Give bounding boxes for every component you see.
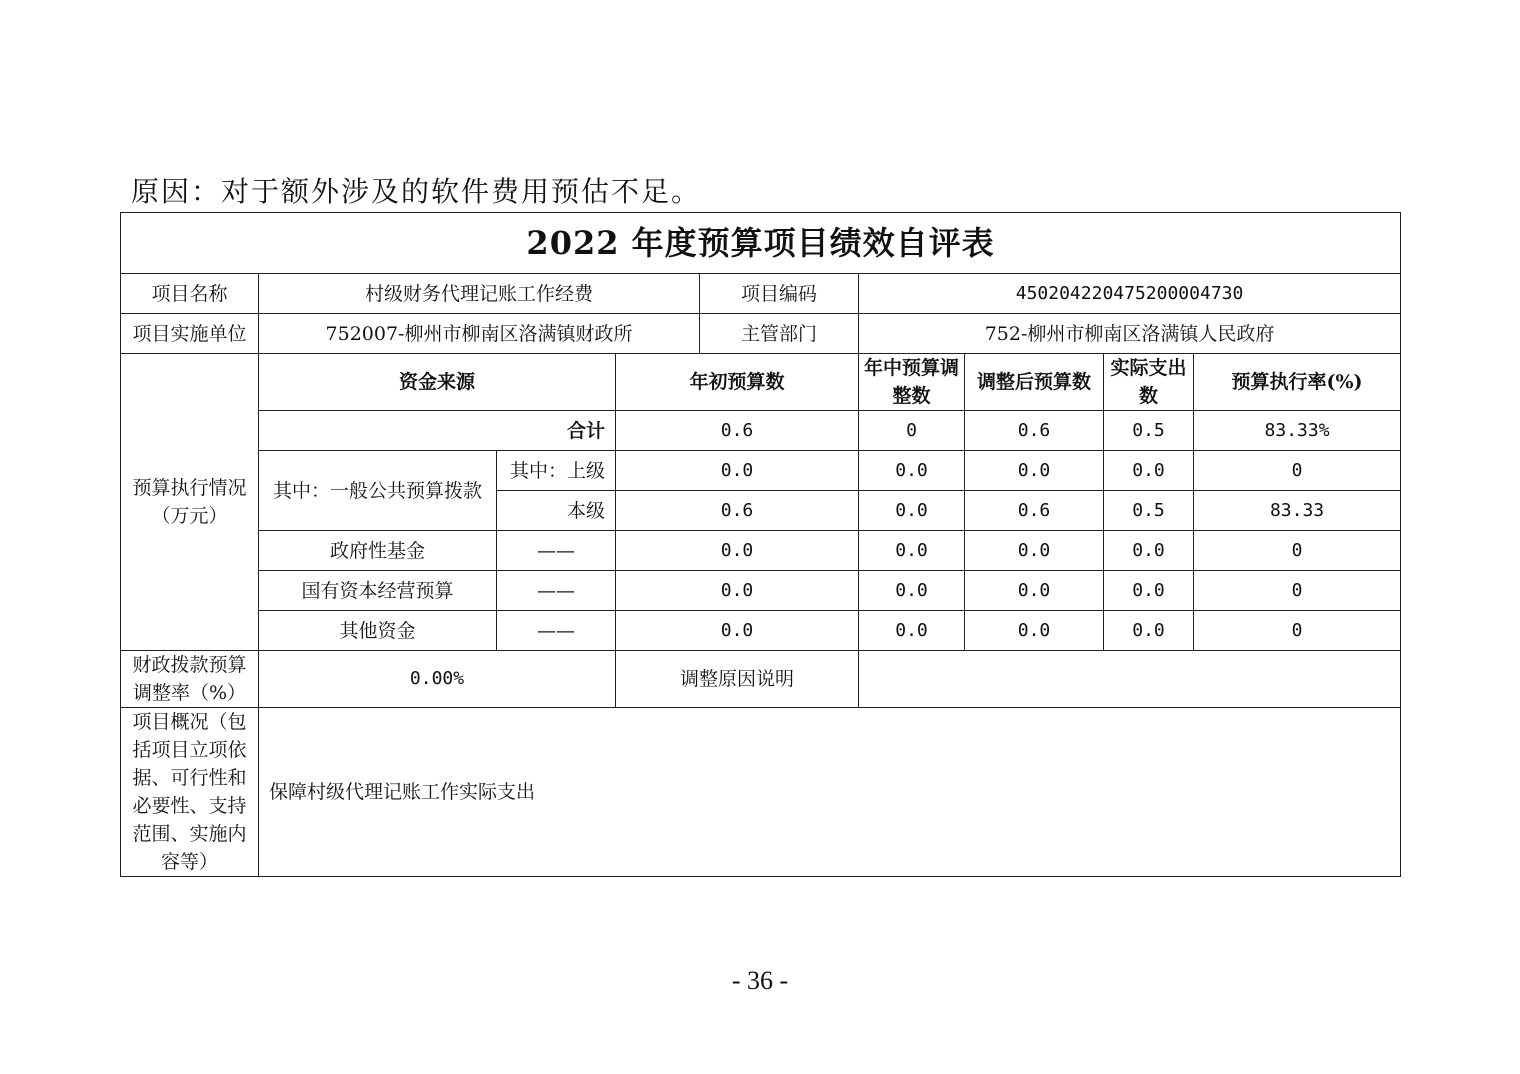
other-funds-rate: 0 <box>1194 611 1401 651</box>
gov-fund-label: 政府性基金 <box>259 531 497 571</box>
gov-fund-actual: 0.0 <box>1104 531 1194 571</box>
gov-fund-initial: 0.0 <box>616 531 859 571</box>
header-source: 资金来源 <box>259 354 616 411</box>
superior-actual: 0.0 <box>1104 451 1194 491</box>
page-number: - 36 - <box>731 966 789 995</box>
gov-fund-dash: —— <box>497 531 616 571</box>
header-rate: 预算执行率(%) <box>1194 354 1401 411</box>
header-midyear: 年中预算调整数 <box>859 354 965 411</box>
impl-unit-value: 752007-柳州市柳南区洛满镇财政所 <box>259 314 700 354</box>
table-row <box>121 571 1401 611</box>
superior-adjusted: 0.0 <box>965 451 1104 491</box>
other-funds-midyear: 0.0 <box>859 611 965 651</box>
superior-rate: 0 <box>1194 451 1401 491</box>
state-capital-dash: —— <box>497 571 616 611</box>
header-adjusted: 调整后预算数 <box>965 354 1104 411</box>
table-row <box>121 531 1401 571</box>
gov-fund-adjusted: 0.0 <box>965 531 1104 571</box>
state-capital-label: 国有资本经营预算 <box>259 571 497 611</box>
state-capital-adjusted: 0.0 <box>965 571 1104 611</box>
total-initial: 0.6 <box>616 411 859 451</box>
header-initial: 年初预算数 <box>616 354 859 411</box>
gov-fund-rate: 0 <box>1194 531 1401 571</box>
project-name-label: 项目名称 <box>121 274 259 314</box>
total-midyear: 0 <box>859 411 965 451</box>
impl-unit-label: 项目实施单位 <box>121 314 259 354</box>
table-row <box>121 451 1401 491</box>
other-funds-actual: 0.0 <box>1104 611 1194 651</box>
other-funds-initial: 0.0 <box>616 611 859 651</box>
header-actual: 实际支出数 <box>1104 354 1194 411</box>
table-row <box>121 411 1401 451</box>
state-capital-midyear: 0.0 <box>859 571 965 611</box>
total-rate: 83.33% <box>1194 411 1401 451</box>
budget-section-label: 预算执行情况（万元） <box>121 354 259 651</box>
state-capital-rate: 0 <box>1194 571 1401 611</box>
total-label: 合计 <box>259 411 616 451</box>
overview-label: 项目概况（包括项目立项依据、可行性和必要性、支持范围、实施内容等） <box>121 708 259 877</box>
gov-fund-midyear: 0.0 <box>859 531 965 571</box>
superior-initial: 0.0 <box>616 451 859 491</box>
other-funds-label: 其他资金 <box>259 611 497 651</box>
local-initial: 0.6 <box>616 491 859 531</box>
adjust-rate-value: 0.00% <box>259 651 616 708</box>
adjust-reason-value <box>859 651 1401 708</box>
total-actual: 0.5 <box>1104 411 1194 451</box>
local-actual: 0.5 <box>1104 491 1194 531</box>
project-code-value: 450204220475200004730 <box>859 274 1401 314</box>
local-label: 本级 <box>497 491 616 531</box>
local-rate: 83.33 <box>1194 491 1401 531</box>
superior-midyear: 0.0 <box>859 451 965 491</box>
state-capital-actual: 0.0 <box>1104 571 1194 611</box>
overview-value: 保障村级代理记账工作实际支出 <box>259 708 1401 877</box>
general-budget-label: 其中：一般公共预算拨款 <box>259 451 497 531</box>
local-adjusted: 0.6 <box>965 491 1104 531</box>
total-adjusted: 0.6 <box>965 411 1104 451</box>
other-funds-dash: —— <box>497 611 616 651</box>
adjust-reason-label: 调整原因说明 <box>616 651 859 708</box>
reason-text: 原因：对于额外涉及的软件费用预估不足。 <box>131 175 702 208</box>
dept-label: 主管部门 <box>700 314 859 354</box>
state-capital-initial: 0.0 <box>616 571 859 611</box>
other-funds-adjusted: 0.0 <box>965 611 1104 651</box>
table-row <box>121 611 1401 651</box>
project-name-value: 村级财务代理记账工作经费 <box>259 274 700 314</box>
table-title: 2022 年度预算项目绩效自评表 <box>121 213 1401 274</box>
local-midyear: 0.0 <box>859 491 965 531</box>
project-code-label: 项目编码 <box>700 274 859 314</box>
adjust-rate-label: 财政拨款预算调整率（%） <box>121 651 259 708</box>
dept-value: 752-柳州市柳南区洛满镇人民政府 <box>859 314 1401 354</box>
superior-label: 其中：上级 <box>497 451 616 491</box>
performance-self-evaluation-table <box>120 212 1401 877</box>
